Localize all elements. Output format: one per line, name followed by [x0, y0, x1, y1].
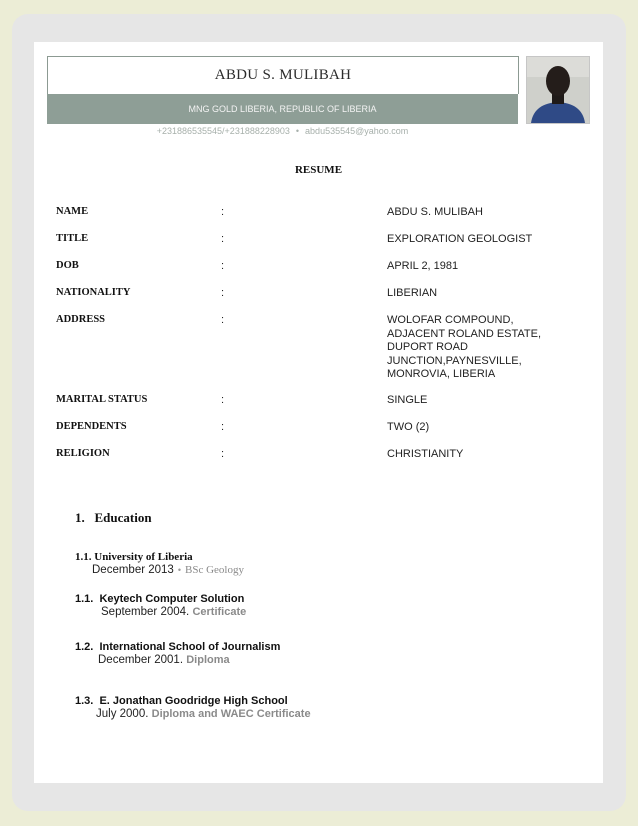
education-degree: BSc Geology [184, 564, 244, 576]
colon: : [221, 394, 225, 406]
education-institution: 1.2. International School of Journalism [75, 641, 281, 653]
education-heading: 1. Education [75, 510, 152, 525]
personal-value: WOLOFAR COMPOUND, ADJACENT ROLAND ESTATE, DUPORT ROAD JUNCTION,PAYNESVILLE, MONROVIA, LIBERIA [387, 314, 542, 380]
personal-value: CHRISTIANITY [387, 448, 464, 460]
personal-label: NAME [56, 206, 89, 217]
personal-label: NATIONALITY [56, 287, 131, 298]
personal-label: TITLE [56, 233, 89, 244]
personal-row [34, 421, 603, 435]
person-photo-icon [527, 57, 589, 123]
colon: : [221, 421, 225, 433]
header-email[interactable]: abdu535545@yahoo.com [305, 126, 409, 136]
personal-row [34, 233, 603, 247]
header-organization-band [47, 94, 518, 124]
personal-row [34, 314, 603, 380]
header-phones: +231886535545/+231888228903 [156, 126, 290, 136]
personal-value: ABDU S. MULIBAH [387, 206, 483, 218]
colon: : [221, 448, 225, 460]
personal-value: LIBERIAN [387, 287, 438, 299]
colon: : [221, 287, 225, 299]
header-name: ABDU S. MULIBAH [214, 67, 352, 83]
personal-label: MARITAL STATUS [56, 394, 148, 405]
education-date: December 2001. [98, 654, 184, 666]
personal-row [34, 260, 603, 274]
education-degree: Certificate [192, 606, 247, 618]
colon: : [221, 233, 225, 245]
personal-label: DOB [56, 260, 79, 271]
education-details [92, 564, 244, 576]
personal-value: APRIL 2, 1981 [387, 260, 459, 272]
personal-row [34, 394, 603, 408]
personal-label: RELIGION [56, 448, 110, 459]
personal-label: ADDRESS [56, 314, 106, 325]
education-details [101, 606, 246, 618]
resume-page [34, 42, 603, 783]
header-name-box [47, 56, 519, 94]
personal-label: DEPENDENTS [56, 421, 127, 432]
education-date: December 2013 [92, 564, 174, 576]
education-institution: 1.3. E. Jonathan Goodridge High School [75, 695, 288, 707]
resume-title: RESUME [294, 164, 343, 176]
education-details [96, 708, 311, 720]
education-degree: Diploma and WAEC Certificate [151, 708, 311, 720]
colon: : [221, 206, 225, 218]
personal-value: EXPLORATION GEOLOGIST [387, 233, 533, 245]
personal-row [34, 287, 603, 301]
header-organization: MNG GOLD LIBERIA, REPUBLIC OF LIBERIA [188, 104, 377, 114]
header-contact [47, 126, 518, 136]
contact-separator: • [295, 126, 300, 136]
education-degree: Diploma [186, 654, 230, 666]
education-separator: • [177, 565, 181, 575]
education-institution: 1.1. University of Liberia [75, 551, 193, 563]
colon: : [221, 314, 225, 326]
education-details [98, 654, 230, 666]
personal-row [34, 206, 603, 220]
profile-photo [526, 56, 590, 124]
personal-value: TWO (2) [387, 421, 430, 433]
personal-value: SINGLE [387, 394, 428, 406]
colon: : [221, 260, 225, 272]
education-date: September 2004. [101, 606, 190, 618]
personal-row [34, 448, 603, 462]
education-date: July 2000. [96, 708, 149, 720]
education-institution: 1.1. Keytech Computer Solution [75, 593, 245, 605]
